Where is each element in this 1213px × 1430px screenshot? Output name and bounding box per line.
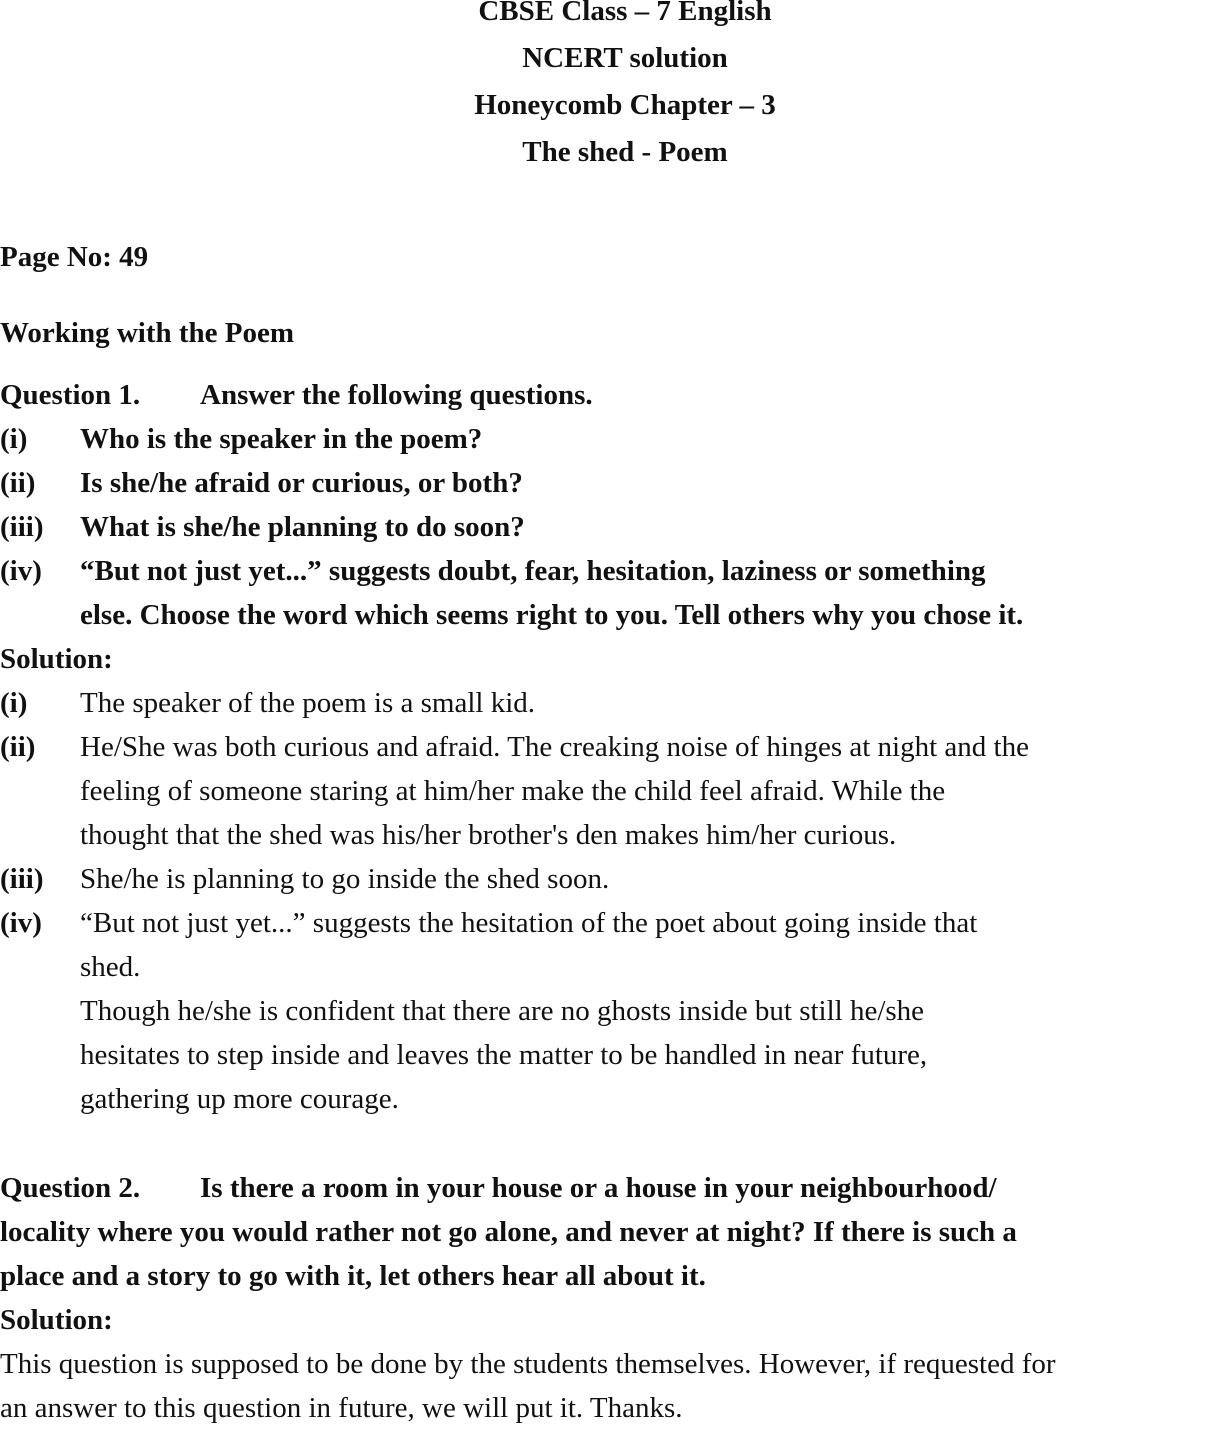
answer-text: The speaker of the poem is a small kid. bbox=[80, 687, 536, 719]
question-2 bbox=[0, 1166, 1213, 1430]
page-number: Page No: 49 bbox=[0, 241, 149, 273]
answer-part bbox=[0, 681, 1213, 725]
part-label: (iv) bbox=[0, 555, 42, 587]
question-part bbox=[0, 505, 1213, 549]
answer-text: Though he/she is confident that there are no ghosts inside but still he/she bbox=[80, 995, 925, 1027]
answer-text: “But not just yet...” suggests the hesitation of the poet about going inside that bbox=[80, 907, 978, 939]
question-text: locality where you would rather not go alone, and never at night? If there is such a bbox=[0, 1216, 1017, 1248]
title-line: Honeycomb Chapter – 3 bbox=[474, 89, 776, 121]
answer-text: hesitates to step inside and leaves the matter to be handled in near future, bbox=[80, 1039, 928, 1071]
question-text: Is there a room in your house or a house in your neighbourhood/ bbox=[200, 1172, 997, 1204]
answer-part bbox=[0, 857, 1213, 901]
answer-text: shed. bbox=[80, 951, 141, 983]
answer-text: He/She was both curious and afraid. The creaking noise of hinges at night and the bbox=[80, 731, 1029, 763]
part-text: “But not just yet...” suggests doubt, fear, hesitation, laziness or something bbox=[80, 555, 986, 587]
question-1 bbox=[0, 373, 1213, 1121]
answer-text: gathering up more courage. bbox=[80, 1083, 399, 1115]
answer-part bbox=[0, 725, 1213, 857]
answer-label: (iv) bbox=[0, 907, 42, 939]
section-heading: Working with the Poem bbox=[0, 317, 295, 349]
title-line: The shed - Poem bbox=[522, 136, 728, 168]
question-part bbox=[0, 461, 1213, 505]
answer-text: feeling of someone staring at him/her make the child feel afraid. While the bbox=[80, 775, 946, 807]
question-text: Answer the following questions. bbox=[200, 379, 593, 411]
part-label: (i) bbox=[0, 423, 28, 455]
answer-text: She/he is planning to go inside the shed soon. bbox=[80, 863, 610, 895]
solution-label: Solution: bbox=[0, 643, 113, 675]
part-text: What is she/he planning to do soon? bbox=[80, 511, 525, 543]
part-label: (ii) bbox=[0, 467, 36, 499]
question-part bbox=[0, 549, 1213, 637]
solution-label: Solution: bbox=[0, 1304, 113, 1336]
part-text: Is she/he afraid or curious, or both? bbox=[80, 467, 523, 499]
title-line: NCERT solution bbox=[522, 42, 728, 74]
answer-text: This question is supposed to be done by the students themselves. However, if requested for bbox=[0, 1348, 1056, 1380]
question-label: Question 2. bbox=[0, 1172, 141, 1204]
answer-part bbox=[0, 901, 1213, 1121]
answer-label: (ii) bbox=[0, 731, 36, 763]
answer-label: (i) bbox=[0, 687, 28, 719]
answer-label: (iii) bbox=[0, 863, 44, 895]
part-text: else. Choose the word which seems right to you. Tell others why you chose it. bbox=[80, 599, 1024, 631]
title-line: CBSE Class – 7 English bbox=[478, 0, 772, 27]
part-label: (iii) bbox=[0, 511, 44, 543]
answer-text: an answer to this question in future, we will put it. Thanks. bbox=[0, 1392, 683, 1424]
document-title bbox=[0, 0, 1213, 176]
answer-text: thought that the shed was his/her brother's den makes him/her curious. bbox=[80, 819, 897, 851]
part-text: Who is the speaker in the poem? bbox=[80, 423, 483, 455]
question-text: place and a story to go with it, let others hear all about it. bbox=[0, 1260, 706, 1292]
question-label: Question 1. bbox=[0, 379, 141, 411]
question-part bbox=[0, 417, 1213, 461]
